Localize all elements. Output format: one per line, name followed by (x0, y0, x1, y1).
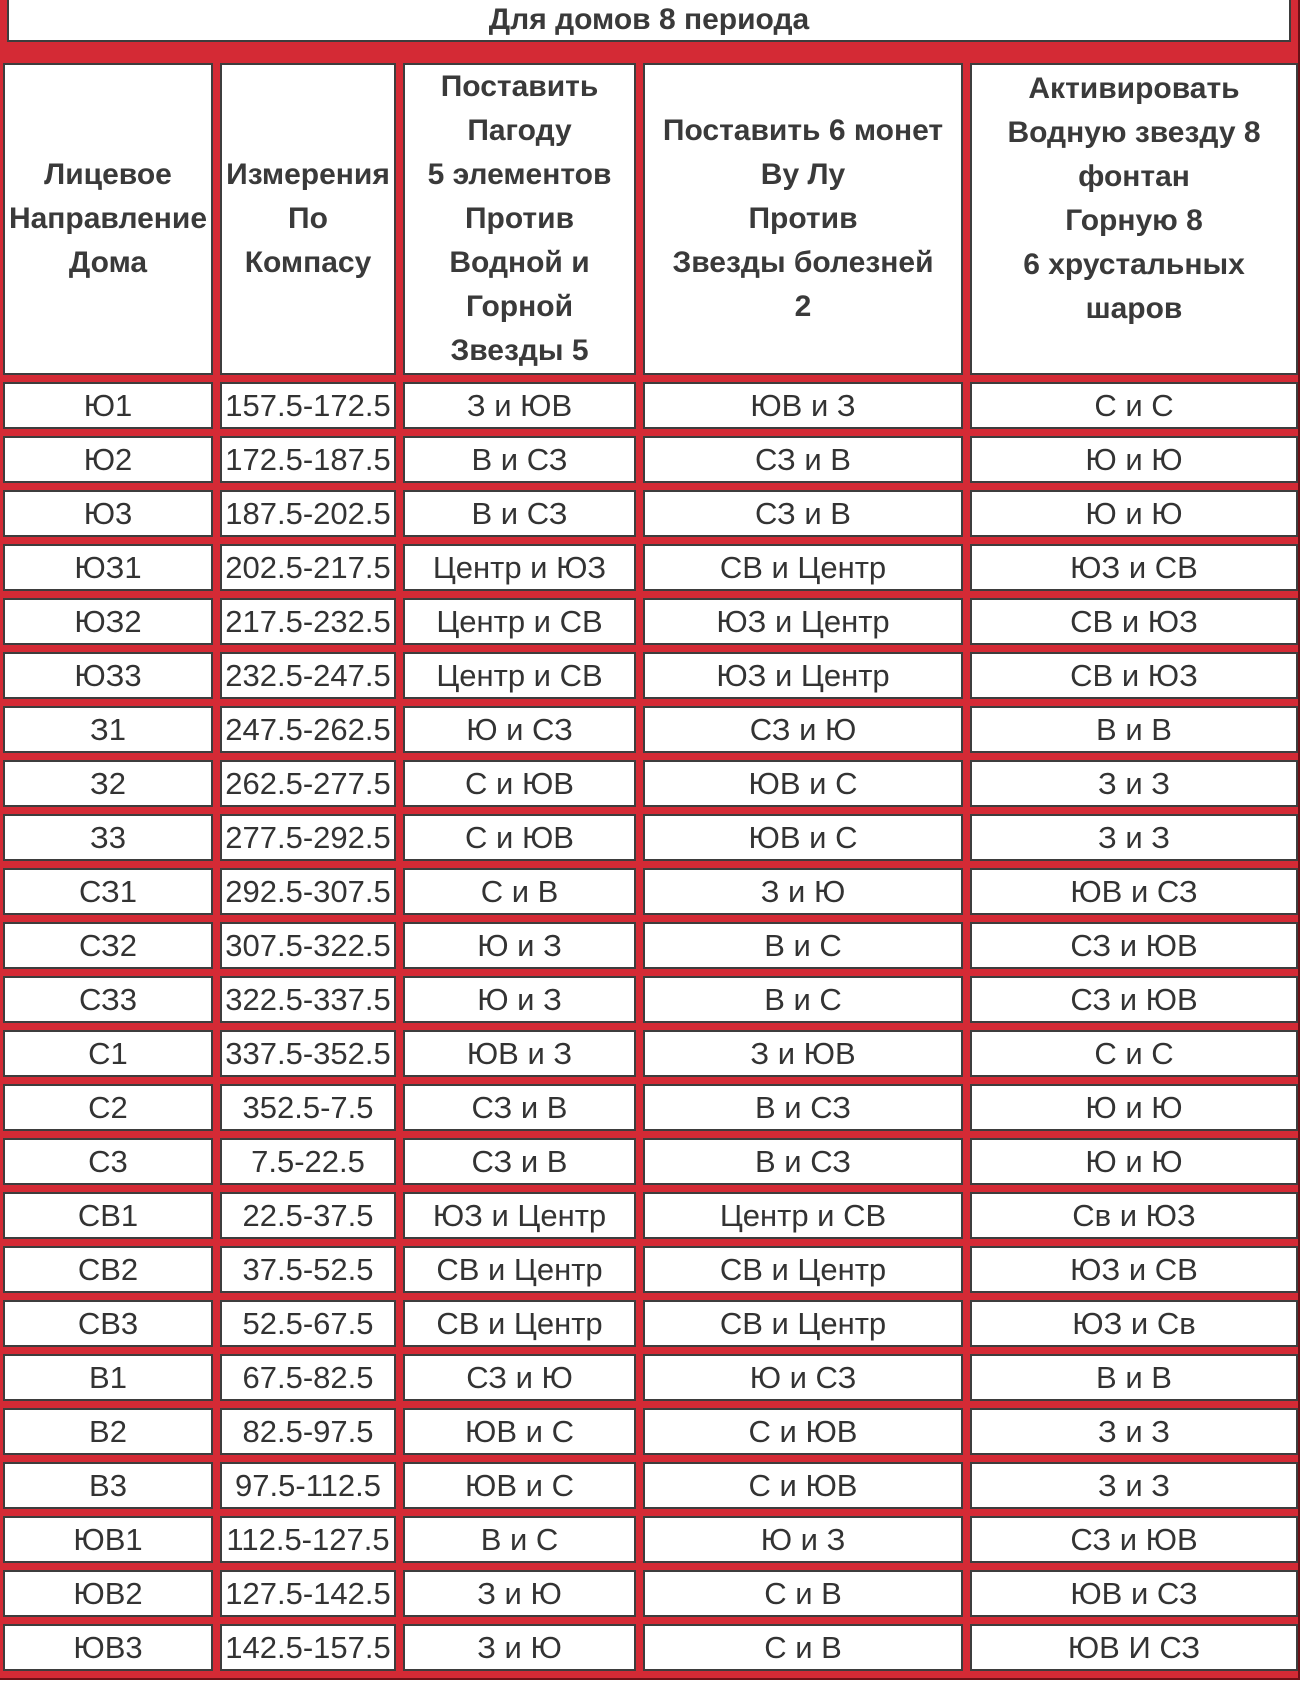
cell-activate: С и С (970, 382, 1298, 429)
cell-compass-range: 22.5-37.5 (220, 1192, 396, 1239)
cell-facing: ЮВ2 (3, 1570, 213, 1617)
cell-activate: СВ и ЮЗ (970, 598, 1298, 645)
cell-activate: З и З (970, 1408, 1298, 1455)
cell-activate: ЮВ и СЗ (970, 868, 1298, 915)
cell-activate: З и З (970, 760, 1298, 807)
cell-compass-range: 157.5-172.5 (220, 382, 396, 429)
cell-pagoda: Ю и З (403, 976, 636, 1023)
cell-compass-range: 142.5-157.5 (220, 1624, 396, 1671)
cell-pagoda: З и Ю (403, 1570, 636, 1617)
cell-pagoda: С и ЮВ (403, 760, 636, 807)
cell-coins: Ю и З (643, 1516, 963, 1563)
cell-compass-range: 82.5-97.5 (220, 1408, 396, 1455)
table-row (3, 1246, 1298, 1293)
cell-facing: ЮВ3 (3, 1624, 213, 1671)
cell-pagoda: Ю и СЗ (403, 706, 636, 753)
table-row (3, 1408, 1298, 1455)
cell-activate: В и В (970, 706, 1298, 753)
cell-facing: ЮЗ3 (3, 652, 213, 699)
cell-compass-range: 232.5-247.5 (220, 652, 396, 699)
header-activate: Активировать Водную звезду 8 фонтан Горную 8 6 хрустальных шаров (970, 63, 1298, 375)
cell-pagoda: ЮВ и З (403, 1030, 636, 1077)
cell-coins: В и С (643, 922, 963, 969)
cell-coins: СЗ и Ю (643, 706, 963, 753)
table-row (3, 1354, 1298, 1401)
cell-activate: В и В (970, 1354, 1298, 1401)
cell-compass-range: 187.5-202.5 (220, 490, 396, 537)
cell-coins: В и С (643, 976, 963, 1023)
cell-pagoda: СЗ и В (403, 1084, 636, 1131)
table-row (3, 976, 1298, 1023)
cell-facing: З1 (3, 706, 213, 753)
cell-coins: З и ЮВ (643, 1030, 963, 1077)
cell-pagoda: ЮВ и С (403, 1462, 636, 1509)
cell-facing: СВ1 (3, 1192, 213, 1239)
table-row (3, 544, 1298, 591)
table-row (3, 436, 1298, 483)
table-row (3, 1570, 1298, 1617)
cell-compass-range: 217.5-232.5 (220, 598, 396, 645)
table-row (3, 814, 1298, 861)
cell-pagoda: Центр и ЮЗ (403, 544, 636, 591)
cell-coins: С и ЮВ (643, 1408, 963, 1455)
cell-activate: СЗ и ЮВ (970, 1516, 1298, 1563)
cell-activate: СВ и ЮЗ (970, 652, 1298, 699)
cell-facing: СЗ1 (3, 868, 213, 915)
table-body (3, 382, 1298, 1671)
cell-activate: З и З (970, 814, 1298, 861)
cell-facing: СЗ2 (3, 922, 213, 969)
cell-coins: Ю и СЗ (643, 1354, 963, 1401)
cell-compass-range: 112.5-127.5 (220, 1516, 396, 1563)
cell-activate: Ю и Ю (970, 1084, 1298, 1131)
cell-facing: СЗ3 (3, 976, 213, 1023)
header-facing: Лицевое Направление Дома (3, 63, 213, 375)
table-row (3, 1300, 1298, 1347)
cell-compass-range: 52.5-67.5 (220, 1300, 396, 1347)
cell-facing: Ю3 (3, 490, 213, 537)
cell-activate: СЗ и ЮВ (970, 976, 1298, 1023)
table-row (3, 1462, 1298, 1509)
cell-activate: ЮВ и СЗ (970, 1570, 1298, 1617)
cell-compass-range: 262.5-277.5 (220, 760, 396, 807)
cell-coins: СЗ и В (643, 490, 963, 537)
cell-activate: Св и ЮЗ (970, 1192, 1298, 1239)
table-row (3, 1624, 1298, 1671)
table-row (3, 922, 1298, 969)
table-row (3, 652, 1298, 699)
cell-facing: СВ2 (3, 1246, 213, 1293)
period-8-table (0, 56, 1305, 1678)
cell-compass-range: 67.5-82.5 (220, 1354, 396, 1401)
cell-pagoda: СВ и Центр (403, 1300, 636, 1347)
cell-coins: З и Ю (643, 868, 963, 915)
cell-pagoda: З и ЮВ (403, 382, 636, 429)
cell-pagoda: Центр и СВ (403, 598, 636, 645)
cell-activate: З и З (970, 1462, 1298, 1509)
cell-compass-range: 247.5-262.5 (220, 706, 396, 753)
cell-coins: СВ и Центр (643, 1246, 963, 1293)
cell-activate: ЮЗ и СВ (970, 544, 1298, 591)
cell-activate: Ю и Ю (970, 1138, 1298, 1185)
cell-facing: ЮЗ2 (3, 598, 213, 645)
cell-coins: В и СЗ (643, 1084, 963, 1131)
cell-pagoda: Центр и СВ (403, 652, 636, 699)
cell-activate: С и С (970, 1030, 1298, 1077)
header-row (3, 63, 1298, 375)
cell-coins: ЮВ и З (643, 382, 963, 429)
cell-pagoda: З и Ю (403, 1624, 636, 1671)
table-caption: Для домов 8 периода (7, 0, 1291, 42)
cell-activate: Ю и Ю (970, 490, 1298, 537)
header-compass: Измерения По Компасу (220, 63, 396, 375)
cell-compass-range: 292.5-307.5 (220, 868, 396, 915)
table-row (3, 382, 1298, 429)
cell-activate: СЗ и ЮВ (970, 922, 1298, 969)
table-row (3, 1084, 1298, 1131)
cell-activate: ЮЗ и СВ (970, 1246, 1298, 1293)
table-row (3, 490, 1298, 537)
cell-facing: СВ3 (3, 1300, 213, 1347)
cell-coins: Центр и СВ (643, 1192, 963, 1239)
cell-coins: ЮВ и С (643, 760, 963, 807)
cell-facing: В1 (3, 1354, 213, 1401)
header-coins: Поставить 6 монет Ву Лу Против Звезды болезней 2 (643, 63, 963, 375)
cell-compass-range: 337.5-352.5 (220, 1030, 396, 1077)
cell-pagoda: В и С (403, 1516, 636, 1563)
cell-compass-range: 307.5-322.5 (220, 922, 396, 969)
cell-activate: ЮВ И СЗ (970, 1624, 1298, 1671)
cell-facing: Ю2 (3, 436, 213, 483)
cell-facing: З2 (3, 760, 213, 807)
cell-compass-range: 127.5-142.5 (220, 1570, 396, 1617)
cell-pagoda: В и СЗ (403, 436, 636, 483)
cell-coins: В и СЗ (643, 1138, 963, 1185)
cell-coins: СЗ и В (643, 436, 963, 483)
cell-coins: С и В (643, 1624, 963, 1671)
cell-coins: СВ и Центр (643, 1300, 963, 1347)
table-row (3, 706, 1298, 753)
cell-pagoda: В и СЗ (403, 490, 636, 537)
cell-compass-range: 37.5-52.5 (220, 1246, 396, 1293)
cell-pagoda: ЮЗ и Центр (403, 1192, 636, 1239)
table-row (3, 598, 1298, 645)
cell-facing: С1 (3, 1030, 213, 1077)
cell-compass-range: 97.5-112.5 (220, 1462, 396, 1509)
cell-facing: В2 (3, 1408, 213, 1455)
cell-facing: Ю1 (3, 382, 213, 429)
cell-activate: Ю и Ю (970, 436, 1298, 483)
cell-compass-range: 322.5-337.5 (220, 976, 396, 1023)
cell-facing: С3 (3, 1138, 213, 1185)
cell-coins: С и ЮВ (643, 1462, 963, 1509)
cell-facing: В3 (3, 1462, 213, 1509)
cell-facing: С2 (3, 1084, 213, 1131)
cell-facing: ЮЗ1 (3, 544, 213, 591)
cell-pagoda: Ю и З (403, 922, 636, 969)
cell-pagoda: С и В (403, 868, 636, 915)
cell-compass-range: 352.5-7.5 (220, 1084, 396, 1131)
cell-coins: С и В (643, 1570, 963, 1617)
cell-facing: ЮВ1 (3, 1516, 213, 1563)
cell-compass-range: 172.5-187.5 (220, 436, 396, 483)
cell-compass-range: 7.5-22.5 (220, 1138, 396, 1185)
table-row (3, 1138, 1298, 1185)
cell-pagoda: ЮВ и С (403, 1408, 636, 1455)
cell-coins: СВ и Центр (643, 544, 963, 591)
cell-coins: ЮЗ и Центр (643, 598, 963, 645)
table-row (3, 1516, 1298, 1563)
cell-pagoda: С и ЮВ (403, 814, 636, 861)
cell-pagoda: СВ и Центр (403, 1246, 636, 1293)
table-row (3, 760, 1298, 807)
cell-pagoda: СЗ и В (403, 1138, 636, 1185)
cell-activate: ЮЗ и Св (970, 1300, 1298, 1347)
cell-facing: З3 (3, 814, 213, 861)
cell-coins: ЮЗ и Центр (643, 652, 963, 699)
table-row (3, 868, 1298, 915)
header-pagoda: Поставить Пагоду 5 элементов Против Водной и Горной Звезды 5 (403, 63, 636, 375)
table-row (3, 1192, 1298, 1239)
cell-compass-range: 277.5-292.5 (220, 814, 396, 861)
cell-pagoda: СЗ и Ю (403, 1354, 636, 1401)
table-row (3, 1030, 1298, 1077)
cell-coins: ЮВ и С (643, 814, 963, 861)
cell-compass-range: 202.5-217.5 (220, 544, 396, 591)
